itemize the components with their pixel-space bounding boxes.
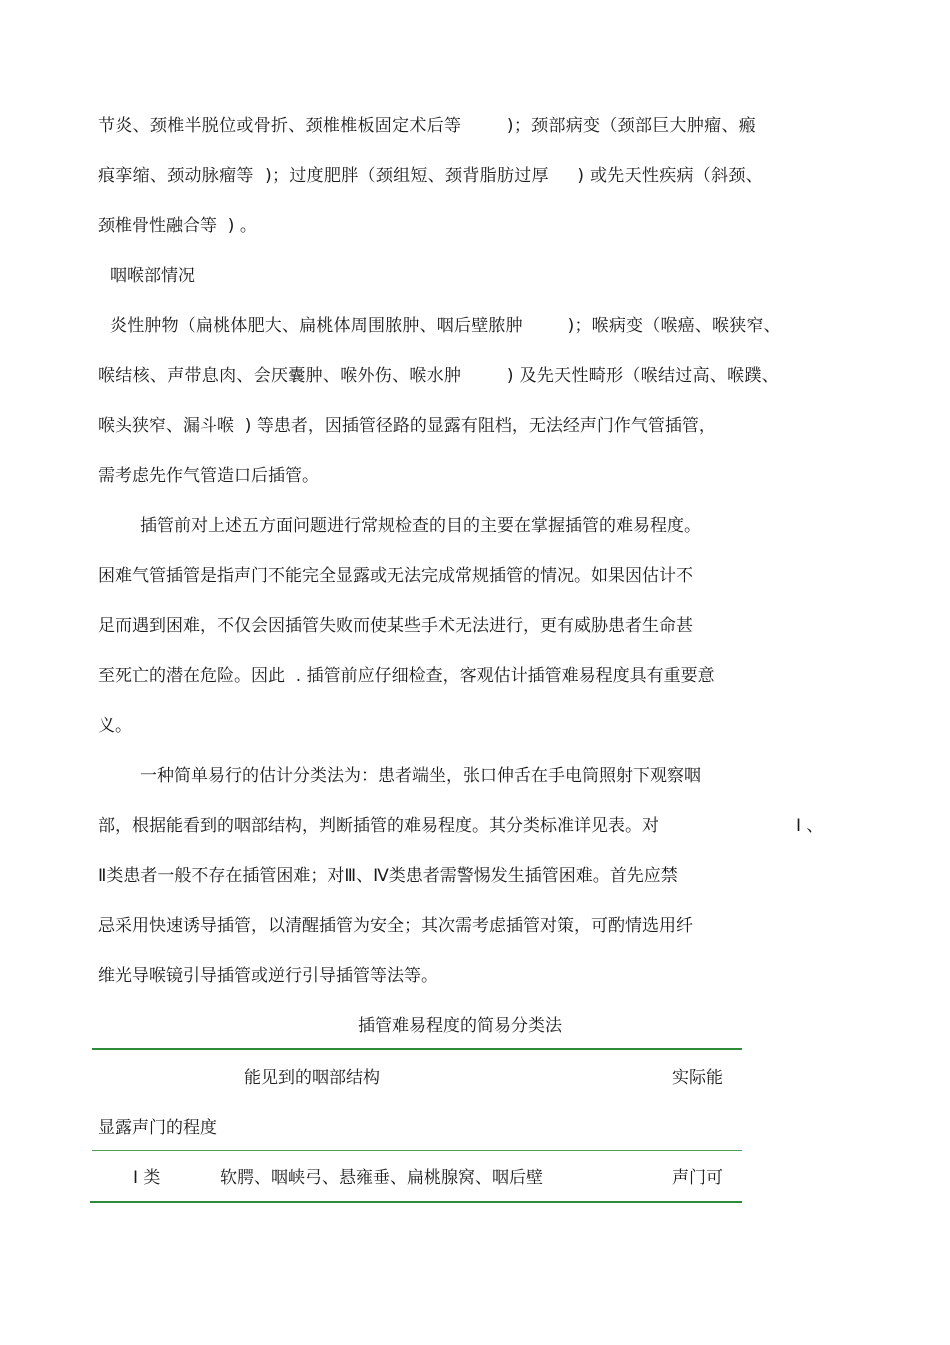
text-line: 喉头狭窄、漏斗喉 ) 等患者，因插管径路的显露有阻档，无法经声门作气管插管， xyxy=(98,416,716,436)
text-line: 炎性肿物（扁桃体肥大、扁桃体周围脓肿、咽后壁脓肿 )；喉病变（喉癌、喉狭窄、 xyxy=(110,316,781,336)
text-line: 足而遇到困难，不仅会因插管失败而使某些手术无法进行，更有威胁患者生命甚 xyxy=(98,616,693,636)
text-line: 一种简单易行的估计分类法为：患者端坐，张口伸舌在手电筒照射下观察咽 xyxy=(140,766,701,786)
text-line: 节炎、颈椎半脱位或骨折、颈椎椎板固定术后等 )；颈部病变（颈部巨大肿瘤、瘢 xyxy=(98,116,757,136)
text-fragment: Ⅰ 、 xyxy=(796,816,824,836)
table-header-exposure-wrap: 显露声门的程度 xyxy=(98,1118,217,1138)
text-line: 插管前对上述五方面问题进行常规检查的目的主要在掌握插管的难易程度。 xyxy=(140,516,701,536)
table-bottom-rule xyxy=(90,1201,742,1203)
text-line: 困难气管插管是指声门不能完全显露或无法完成常规插管的情况。如果因估计不 xyxy=(98,566,693,586)
text-line: 颈椎骨性融合等 ) 。 xyxy=(98,216,257,236)
table-title: 插管难易程度的简易分类法 xyxy=(358,1016,562,1036)
text-line: 至死亡的潜在危险。因此 . 插管前应仔细检查，客观估计插管难易程度具有重要意 xyxy=(98,666,715,686)
text-line: 忌采用快速诱导插管，以清醒插管为安全；其次需考虑插管对策，可酌情选用纤 xyxy=(98,916,693,936)
table-row-class: Ⅰ 类 xyxy=(133,1168,161,1188)
text-line: Ⅱ类患者一般不存在插管困难；对Ⅲ、Ⅳ类患者需警惕发生插管困难。首先应禁 xyxy=(98,866,678,886)
table-header-rule xyxy=(92,1150,742,1151)
text-line: 维光导喉镜引导插管或逆行引导插管等法等。 xyxy=(98,966,438,986)
section-heading: 咽喉部情况 xyxy=(110,266,195,286)
text-line: 痕挛缩、颈动脉瘤等 )；过度肥胖（颈组短、颈背脂肪过厚 ) 或先天性疾病（斜颈、 xyxy=(98,166,763,186)
table-row-structures: 软腭、咽峡弓、悬雍垂、扁桃腺窝、咽后壁 xyxy=(220,1168,543,1188)
text-line: 义。 xyxy=(98,716,132,736)
table-header-exposure: 实际能 xyxy=(672,1068,723,1088)
table-top-rule xyxy=(92,1048,742,1050)
table-header-structures: 能见到的咽部结构 xyxy=(244,1068,380,1088)
text-line: 喉结核、声带息肉、会厌囊肿、喉外伤、喉水肿 ) 及先天性畸形（喉结过高、喉蹼、 xyxy=(98,366,780,386)
text-line: 需考虑先作气管造口后插管。 xyxy=(98,466,319,486)
text-line: 部，根据能看到的咽部结构，判断插管的难易程度。其分类标准详见表。对 xyxy=(98,816,659,836)
table-row-exposure: 声门可 xyxy=(672,1168,723,1188)
